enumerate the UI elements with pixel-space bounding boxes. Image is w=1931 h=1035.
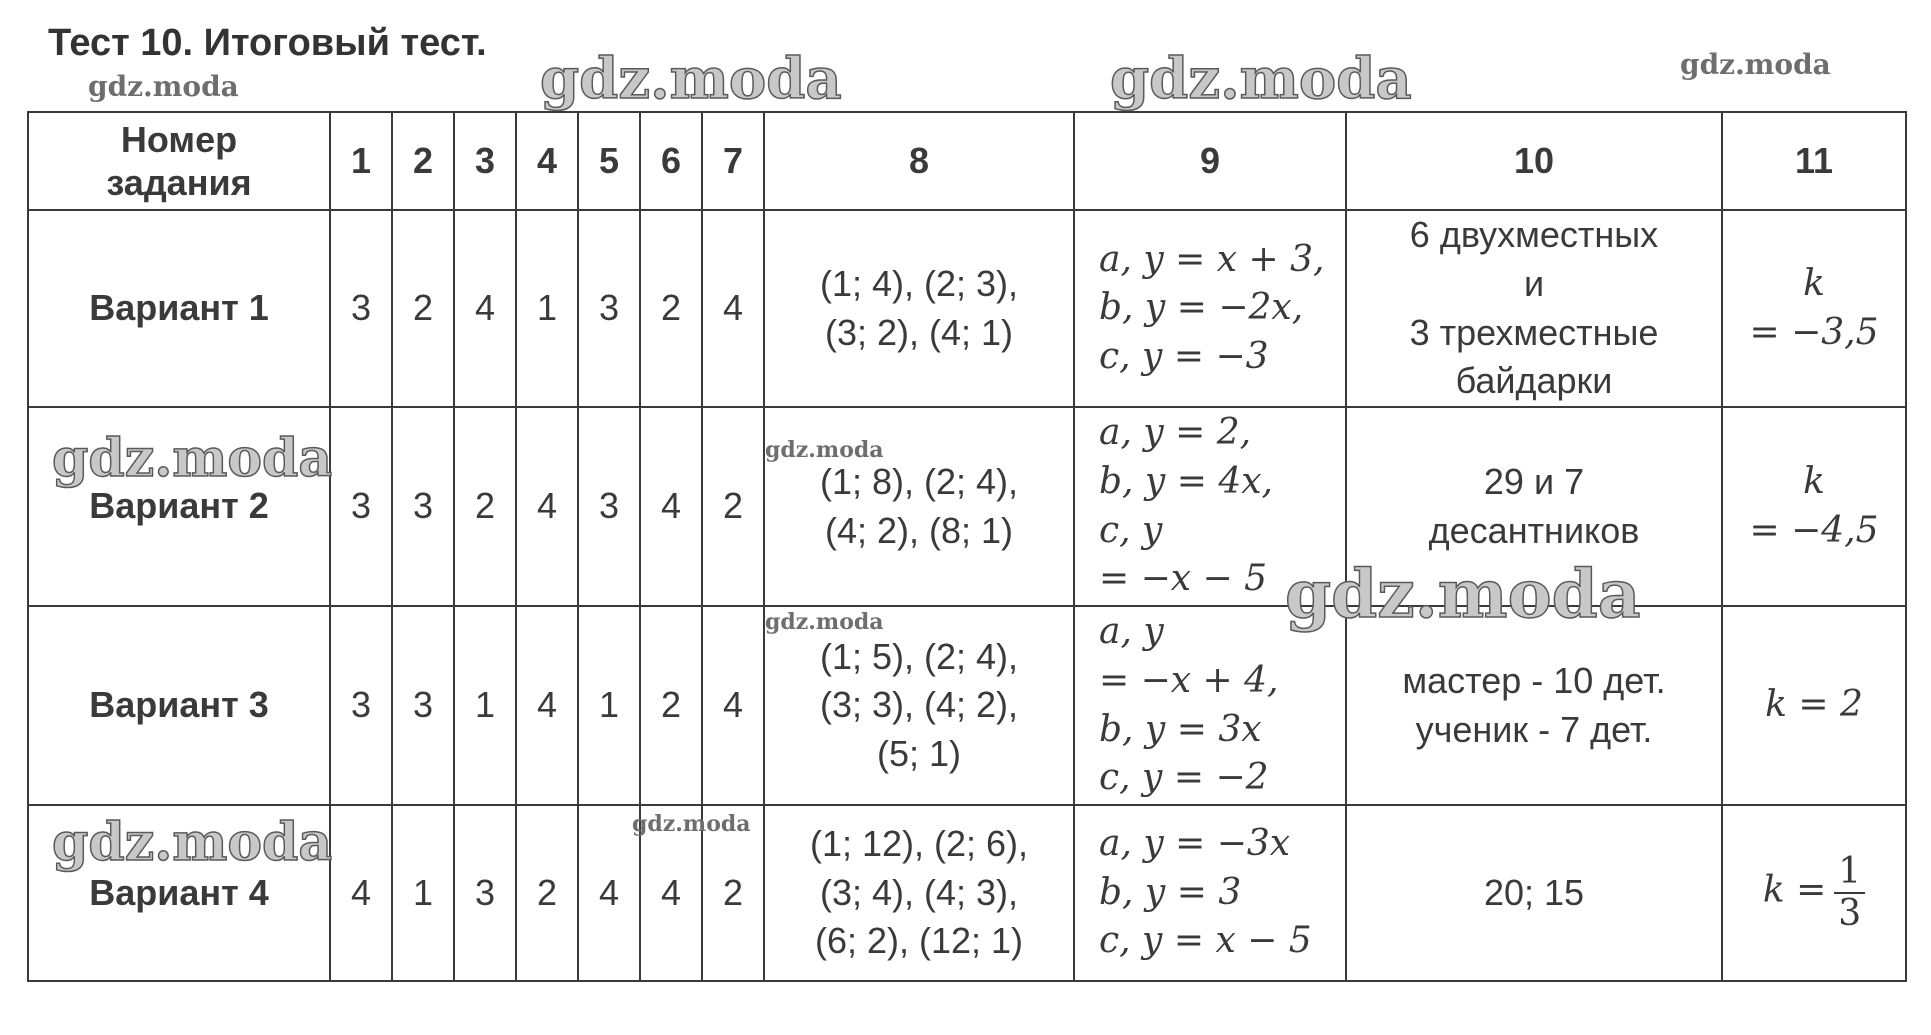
answer-cell-8: (1; 12), (2; 6), (3; 4), (4; 3), (6; 2), (12; 1) — [764, 805, 1074, 981]
answer-cell: 3 — [392, 606, 454, 805]
answer-cell: 3 — [578, 210, 640, 407]
answer-cell: 2 — [640, 210, 702, 407]
row-label: Вариант 3 — [28, 606, 330, 805]
header-col-1: 1 — [330, 112, 392, 210]
answer-cell: 3 — [330, 407, 392, 606]
header-col-5: 5 — [578, 112, 640, 210]
answer-cell: 1 — [392, 805, 454, 981]
header-col-7: 7 — [702, 112, 764, 210]
answer-cell: 2 — [702, 407, 764, 606]
answer-cell-11: k = −3,5 — [1722, 210, 1906, 407]
answer-cell: 4 — [330, 805, 392, 981]
watermark: gdz.moda — [765, 609, 884, 635]
answer-cell: 1 — [454, 606, 516, 805]
watermark: gdz.moda — [1285, 555, 1641, 633]
header-col-3: 3 — [454, 112, 516, 210]
answer-cell-10: 20; 15 — [1346, 805, 1722, 981]
answer-cell: 4 — [454, 210, 516, 407]
fraction-numerator: 1 — [1834, 852, 1865, 894]
answer-cell: 4 — [640, 805, 702, 981]
header-row — [28, 112, 1906, 210]
header-col-11: 11 — [1722, 112, 1906, 210]
row-label: Вариант 4 — [28, 805, 330, 981]
answer-cell: 2 — [640, 606, 702, 805]
answer-cell-9: a, y = −3x b, y = 3 c, y = x − 5 — [1074, 805, 1346, 981]
answer-cell-11: k = 2 — [1722, 606, 1906, 805]
answer-cell: 1 — [516, 210, 578, 407]
answer-cell: 3 — [454, 805, 516, 981]
answer-cell-10: 6 двухместных и 3 трехместные байдарки — [1346, 210, 1722, 407]
table-row — [28, 210, 1906, 407]
row-label: Вариант 2 — [28, 407, 330, 606]
fraction — [1834, 852, 1865, 933]
watermark: gdz.moda — [52, 428, 333, 489]
watermark: gdz.moda — [52, 812, 333, 873]
k-prefix: k = — [1762, 870, 1827, 911]
header-col-9: 9 — [1074, 112, 1346, 210]
answer-cell: 1 — [578, 606, 640, 805]
answer-cell-9: a, y = −x + 4, b, y = 3x c, y = −2 — [1074, 606, 1346, 805]
answer-cell-8: (1; 5), (2; 4), (3; 3), (4; 2), (5; 1) — [764, 606, 1074, 805]
answer-cell-10: мастер - 10 дет. ученик - 7 дет. — [1346, 606, 1722, 805]
answer-cell-9: a, y = x + 3, b, y = −2x, c, y = −3 — [1074, 210, 1346, 407]
answer-cell: 3 — [578, 407, 640, 606]
answer-cell: 4 — [516, 407, 578, 606]
watermark: gdz.moda — [632, 811, 751, 837]
fraction-denominator: 3 — [1838, 893, 1862, 934]
answer-cell-11 — [1722, 805, 1906, 981]
watermark: gdz.moda — [540, 46, 842, 112]
answer-cell: 4 — [578, 805, 640, 981]
answer-cell: 2 — [516, 805, 578, 981]
page-title: Тест 10. Итоговый тест. — [48, 22, 487, 64]
answer-cell: 2 — [702, 805, 764, 981]
header-task-number: Номер задания — [28, 112, 330, 210]
table-row — [28, 606, 1906, 805]
answer-cell-9: a, y = 2, b, y = 4x, c, y = −x − 5 — [1074, 407, 1346, 606]
watermark: gdz.moda — [88, 70, 239, 103]
answer-cell: 4 — [516, 606, 578, 805]
answer-cell: 4 — [640, 407, 702, 606]
answer-cell-10: 29 и 7 десантников — [1346, 407, 1722, 606]
header-col-10: 10 — [1346, 112, 1722, 210]
header-col-4: 4 — [516, 112, 578, 210]
answer-cell-8: (1; 4), (2; 3), (3; 2), (4; 1) — [764, 210, 1074, 407]
watermark: gdz.moda — [1680, 48, 1831, 81]
answer-cell: 3 — [330, 210, 392, 407]
watermark: gdz.moda — [765, 437, 884, 463]
answer-cell: 3 — [330, 606, 392, 805]
answer-cell-11: k = −4,5 — [1722, 407, 1906, 606]
watermark: gdz.moda — [1110, 46, 1412, 112]
answer-cell: 2 — [392, 210, 454, 407]
row-label: Вариант 1 — [28, 210, 330, 407]
answer-cell: 4 — [702, 606, 764, 805]
header-col-2: 2 — [392, 112, 454, 210]
answer-cell: 2 — [454, 407, 516, 606]
answer-cell-8: (1; 8), (2; 4), (4; 2), (8; 1) — [764, 407, 1074, 606]
header-col-8: 8 — [764, 112, 1074, 210]
answer-cell: 3 — [392, 407, 454, 606]
answer-cell: 4 — [702, 210, 764, 407]
header-col-6: 6 — [640, 112, 702, 210]
